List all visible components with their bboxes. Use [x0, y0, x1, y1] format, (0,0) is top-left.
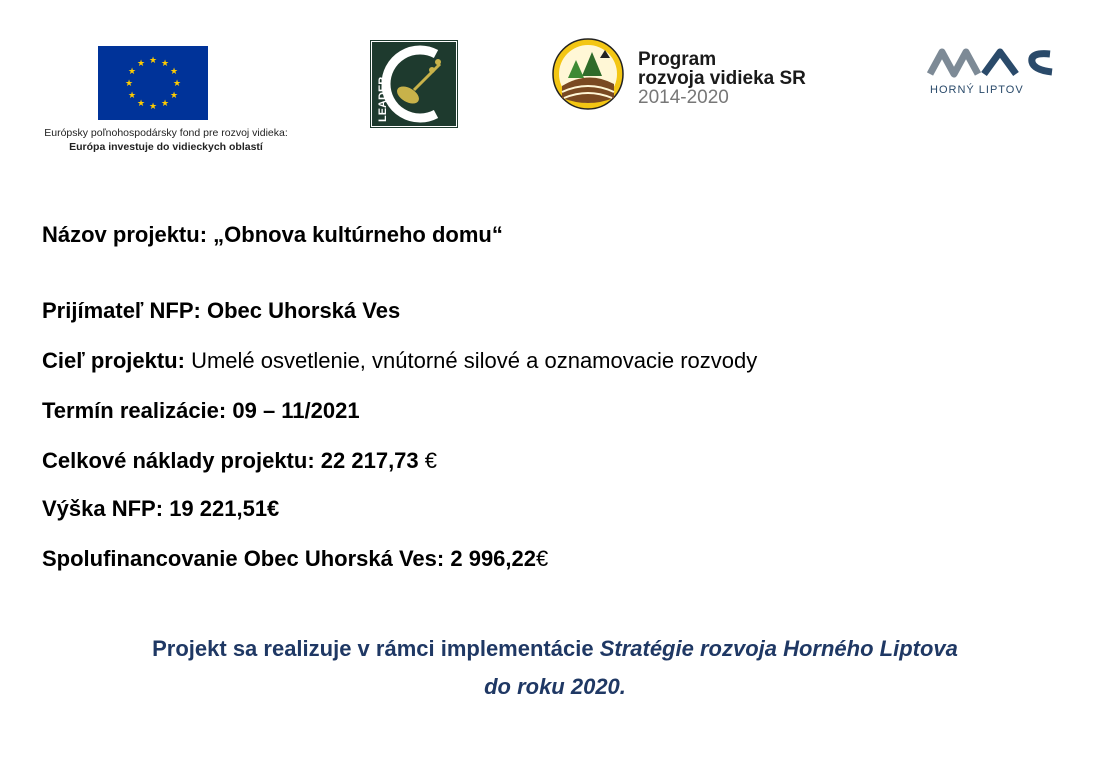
mas-subtitle: HORNÝ LIPTOV — [930, 84, 1024, 96]
recipient-value: Obec Uhorská Ves — [206, 298, 401, 323]
footer-note — [60, 630, 1050, 706]
mas-mark-icon — [920, 42, 1070, 82]
goal-line — [42, 348, 757, 374]
recipient-label: Prijímateľ NFP: — [42, 298, 201, 323]
svg-text:★: ★ — [148, 56, 158, 66]
svg-text:★: ★ — [136, 59, 146, 69]
footer-text-plain: Projekt sa realizuje v rámci implementácie — [152, 636, 594, 661]
prv-line1: Program — [638, 49, 717, 70]
term-label: Termín realizácie: — [42, 398, 227, 423]
eu-caption-line2: Európa investuje do vidieckych oblastí — [69, 141, 263, 153]
term-line — [42, 398, 360, 424]
svg-text:★: ★ — [148, 102, 158, 112]
project-name-label: Názov projektu: — [42, 222, 208, 247]
footer-text-italic-2: do roku 2020. — [484, 674, 626, 699]
eu-logo — [16, 46, 316, 156]
svg-text:★: ★ — [124, 79, 134, 89]
svg-text:★: ★ — [127, 67, 137, 77]
eu-flag-icon — [98, 46, 208, 120]
project-name-value: „Obnova kultúrneho domu“ — [213, 222, 503, 247]
eu-caption — [16, 126, 316, 154]
costs-value: 22 217,73 — [320, 448, 419, 473]
cofin-line — [42, 546, 548, 572]
project-name-line — [42, 222, 503, 248]
recipient-line — [42, 298, 400, 324]
prv-text — [638, 50, 806, 107]
leader-text — [372, 42, 392, 126]
costs-currency: € — [424, 448, 438, 473]
prv-line2: rozvoja vidieka SR — [638, 68, 806, 89]
nfp-label: Výška NFP: — [42, 496, 164, 521]
svg-text:★: ★ — [127, 91, 137, 101]
prv-logo — [552, 38, 832, 114]
goal-label: Cieľ projektu: — [42, 348, 185, 373]
nfp-line — [42, 496, 279, 522]
eu-caption-line1: Európsky poľnohospodársky fond pre rozvoj vidieka: — [44, 127, 288, 139]
footer-text-italic-1: Stratégie rozvoja Horného Liptova — [599, 636, 958, 661]
mas-logo — [920, 42, 1070, 106]
svg-text:★: ★ — [160, 99, 170, 109]
svg-text:★: ★ — [136, 99, 146, 109]
costs-line — [42, 448, 437, 474]
cofin-value: 2 996,22 — [450, 546, 536, 571]
svg-text:LEADER: LEADER — [377, 76, 389, 122]
leader-logo — [370, 40, 458, 128]
costs-label: Celkové náklady projektu: — [42, 448, 315, 473]
goal-value: Umelé osvetlenie, vnútorné silové a oznamovacie rozvody — [191, 348, 758, 373]
svg-text:★: ★ — [160, 59, 170, 69]
term-value: 09 – 11/2021 — [232, 398, 360, 423]
svg-text:★: ★ — [169, 67, 179, 77]
cofin-currency: € — [536, 546, 549, 571]
cofin-label: Spolufinancovanie Obec Uhorská Ves: — [42, 546, 445, 571]
prv-line3: 2014-2020 — [638, 87, 729, 108]
svg-text:★: ★ — [169, 91, 179, 101]
prv-emblem-icon — [552, 38, 624, 110]
nfp-value: 19 221,51€ — [169, 496, 280, 521]
svg-text:★: ★ — [172, 79, 182, 89]
